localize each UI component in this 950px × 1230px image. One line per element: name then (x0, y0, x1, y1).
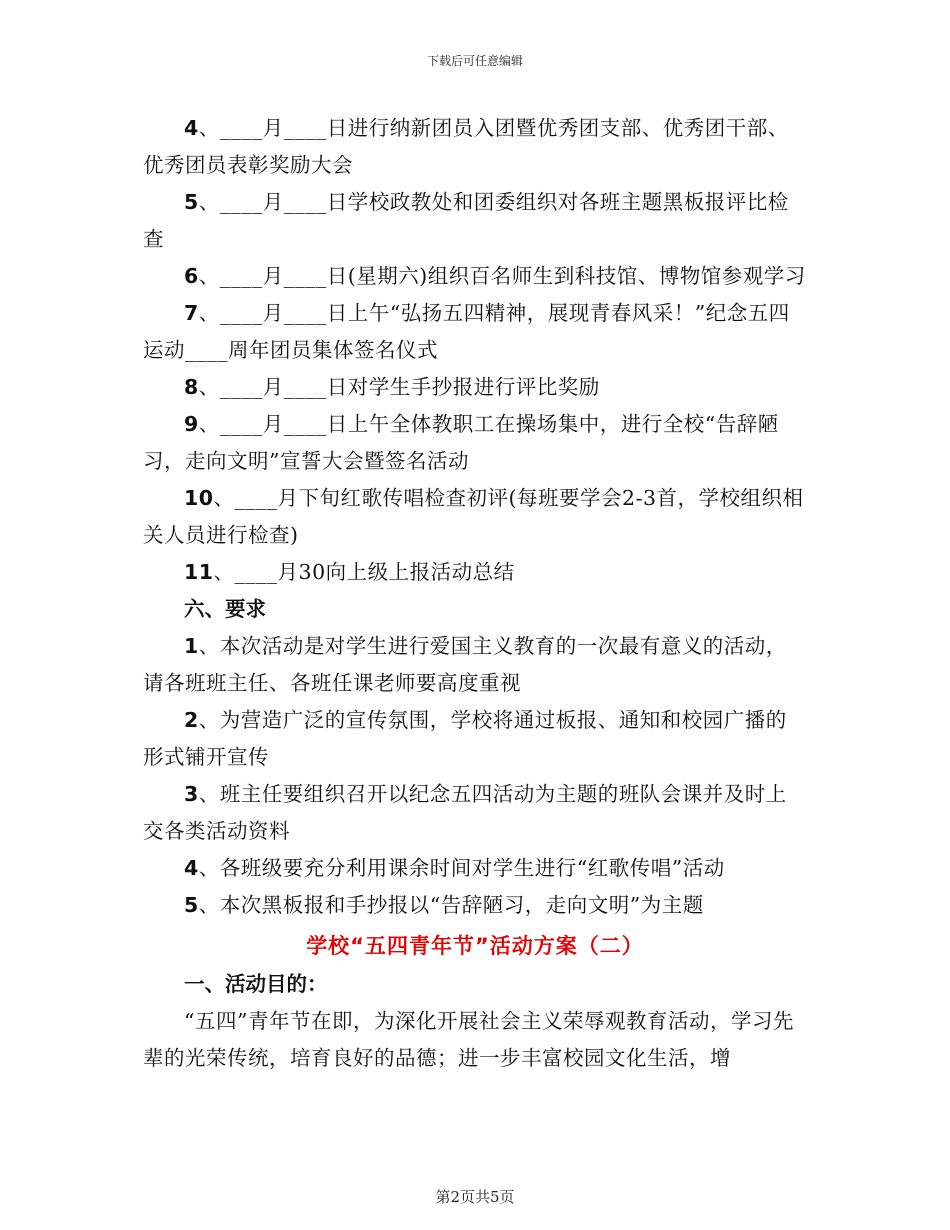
page-header: 下载后可任意编辑 (426, 54, 523, 68)
schedule-item (143, 258, 807, 295)
item-number: 5 (184, 190, 199, 214)
requirements-heading: 六、要求 (184, 597, 266, 621)
item-text: 、____月____日上午全体教职工在操场集中，进行全校“告辞陋习，走向文明”宣誓大会暨签名活动 (143, 412, 779, 473)
item-number: 4 (184, 116, 199, 140)
activity-purpose-paragraph: “五四”青年节在即，为深化开展社会主义荣辱观教育活动，学习先辈的光荣传统，培育良好的品德；进一步丰富校园文化生活，增 (143, 1009, 794, 1070)
item-text: 、班主任要组织召开以纪念五四活动为主题的班队会课并及时上交各类活动资料 (143, 782, 787, 843)
item-number: 7 (184, 301, 199, 325)
requirement-item (143, 887, 807, 924)
activity-purpose-heading: 一、活动目的： (184, 972, 328, 996)
schedule-list (143, 110, 807, 591)
item-number: 8 (184, 375, 199, 399)
schedule-item (143, 406, 807, 480)
requirement-item (143, 850, 807, 887)
requirements-list (143, 628, 807, 924)
item-text: 、本次活动是对学生进行爱国主义教育的一次最有意义的活动，请各班班主任、各班任课老师要高度重视 (143, 634, 787, 695)
item-text: 、____月____日上午“弘扬五四精神，展现青春风采！”纪念五四运动____周年团员集体签名仪式 (143, 301, 790, 362)
item-number: 6 (184, 264, 199, 288)
item-text: 、为营造广泛的宣传氛围，学校将通过板报、通知和校园广播的形式铺开宣传 (143, 708, 787, 769)
item-text: 、____月30向上级上报活动总结 (213, 560, 515, 584)
requirement-item (143, 702, 807, 776)
schedule-item (143, 110, 807, 184)
schedule-item (143, 480, 807, 554)
second-plan-title: 学校“五四青年节”活动方案（二） (306, 934, 644, 958)
schedule-item (143, 184, 807, 258)
document-body (143, 110, 807, 1077)
item-number: 2 (184, 708, 199, 732)
item-text: 、____月____日(星期六)组织百名师生到科技馆、博物馆参观学习 (198, 264, 806, 288)
schedule-item (143, 295, 807, 369)
schedule-item (143, 369, 807, 406)
item-text: 、____月____日学校政教处和团委组织对各班主题黑板报评比检查 (143, 190, 789, 251)
page-number: 第2页共5页 (435, 1188, 515, 1206)
item-number: 1 (184, 634, 199, 658)
item-number: 10 (184, 486, 214, 510)
item-number: 11 (184, 560, 214, 584)
item-text: 、____月____日对学生手抄报进行评比奖励 (198, 375, 600, 399)
item-number: 5 (184, 893, 199, 917)
requirement-item (143, 628, 807, 702)
item-number: 9 (184, 412, 199, 436)
item-text: 、各班级要充分利用课余时间对学生进行“红歌传唱”活动 (198, 856, 725, 880)
item-text: 、____月____日进行纳新团员入团暨优秀团支部、优秀团干部、优秀团员表彰奖励大会 (143, 116, 789, 177)
item-text: 、____月下旬红歌传唱检查初评(每班要学会2-3首，学校组织相关人员进行检查) (143, 486, 804, 547)
schedule-item (143, 554, 807, 591)
requirement-item (143, 776, 807, 850)
item-text: 、本次黑板报和手抄报以“告辞陋习，走向文明”为主题 (198, 893, 704, 917)
item-number: 3 (184, 782, 199, 806)
item-number: 4 (184, 856, 199, 880)
